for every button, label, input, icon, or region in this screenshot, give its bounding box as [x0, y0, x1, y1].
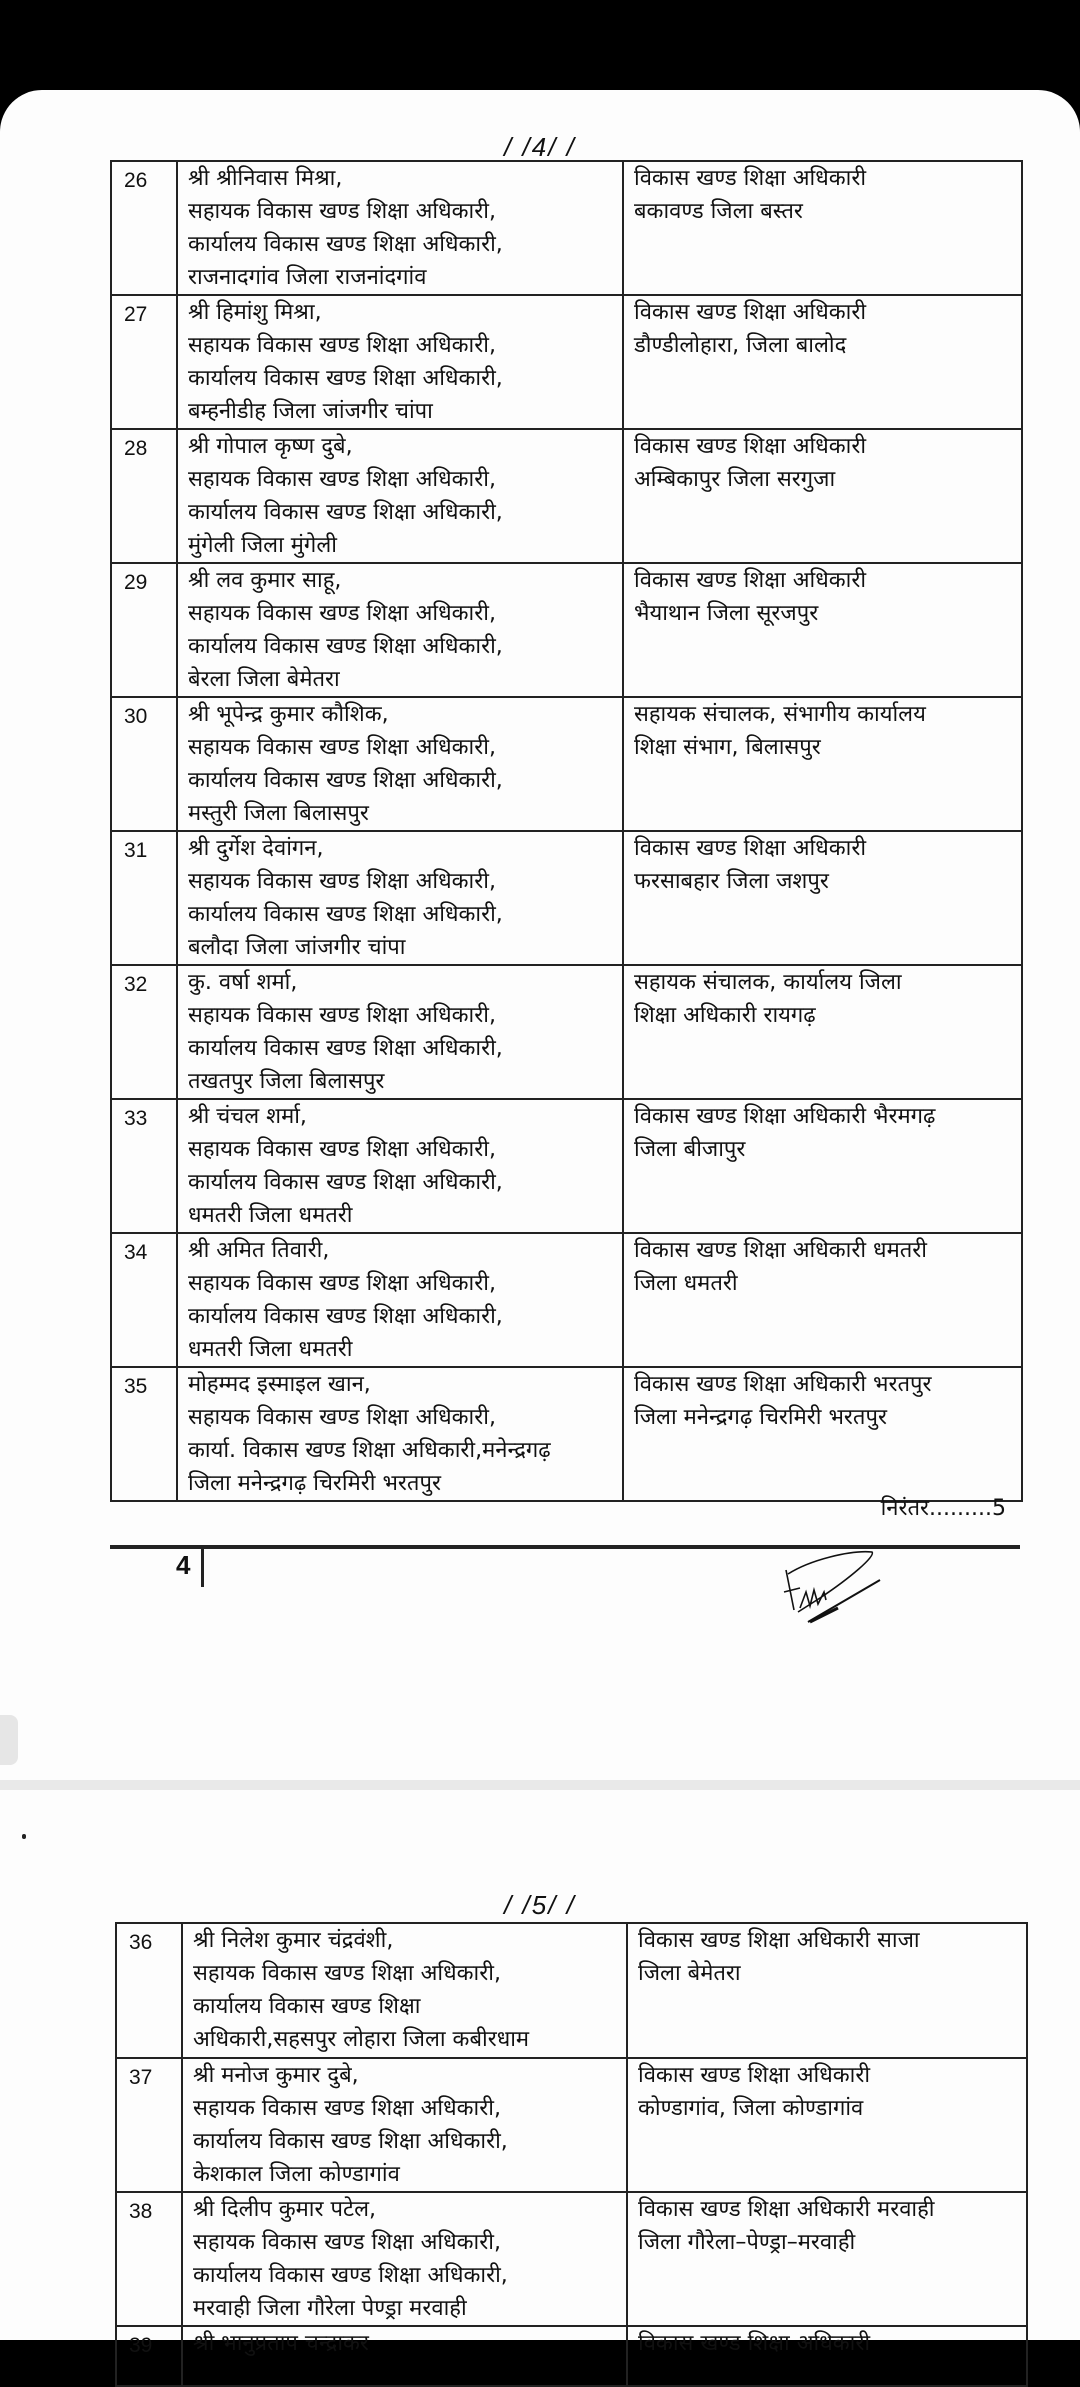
current-posting-line: बम्हनीडीह जिला जांजगीर चांपा	[188, 399, 433, 424]
current-posting-line: कार्यालय विकास खण्ड शिक्षा अधिकारी,	[188, 902, 503, 927]
page-separator	[0, 1780, 1080, 1790]
current-posting-line: सहायक विकास खण्ड शिक्षा अधिकारी,	[188, 601, 496, 626]
current-posting-line: सहायक विकास खण्ड शिक्षा अधिकारी,	[193, 2230, 501, 2255]
officer-name: श्री निलेश कुमार चंद्रवंशी,	[193, 1928, 394, 1953]
current-posting-line: सहायक विकास खण्ड शिक्षा अधिकारी,	[188, 869, 496, 894]
new-posting-line: विकास खण्ड शिक्षा अधिकारी	[634, 568, 867, 593]
serial-number: 35	[111, 1367, 177, 1501]
new-posting-line: विकास खण्ड शिक्षा अधिकारी भैरमगढ़	[634, 1104, 936, 1129]
new-posting-cell	[623, 697, 1022, 831]
new-posting-cell	[627, 2058, 1027, 2192]
serial-number: 34	[111, 1233, 177, 1367]
current-posting-cell	[177, 295, 623, 429]
current-posting-line: सहायक विकास खण्ड शिक्षा अधिकारी,	[193, 1961, 501, 1986]
new-posting-cell	[623, 1099, 1022, 1233]
footer-page-divider	[201, 1547, 204, 1587]
table-row	[111, 161, 1022, 295]
current-posting-line: मुंगेली जिला मुंगेली	[188, 533, 337, 558]
table-row	[111, 563, 1022, 697]
new-posting-line: विकास खण्ड शिक्षा अधिकारी	[634, 836, 867, 861]
new-posting-line: विकास खण्ड शिक्षा अधिकारी साजा	[638, 1928, 920, 1953]
new-posting-cell	[627, 2192, 1027, 2326]
current-posting-cell	[177, 1233, 623, 1367]
table-row	[111, 1367, 1022, 1501]
serial-number: 33	[111, 1099, 177, 1233]
current-posting-line: सहायक विकास खण्ड शिक्षा अधिकारी,	[188, 1271, 496, 1296]
serial-number: 39	[116, 2326, 182, 2386]
officer-name: श्री दिलीप कुमार पटेल,	[193, 2197, 376, 2222]
new-posting-line: विकास खण्ड शिक्षा अधिकारी भरतपुर	[634, 1372, 932, 1397]
new-posting-cell	[623, 429, 1022, 563]
new-posting-line: विकास खण्ड शिक्षा अधिकारी	[634, 300, 867, 325]
officer-name: मोहम्मद इस्माइल खान,	[188, 1372, 371, 1397]
table-row	[116, 2192, 1027, 2326]
new-posting-cell	[623, 965, 1022, 1099]
new-posting-line: बकावण्ड जिला बस्तर	[634, 199, 803, 224]
current-posting-line: धमतरी जिला धमतरी	[188, 1337, 353, 1362]
current-posting-line: कार्यालय विकास खण्ड शिक्षा अधिकारी,	[188, 768, 503, 793]
current-posting-cell	[177, 161, 623, 295]
current-posting-line: सहायक विकास खण्ड शिक्षा अधिकारी,	[188, 1137, 496, 1162]
current-posting-cell	[182, 2326, 627, 2386]
current-posting-cell	[177, 1099, 623, 1233]
new-posting-cell	[623, 161, 1022, 295]
new-posting-cell	[623, 1233, 1022, 1367]
new-posting-line: जिला गौरेला–पेण्ड्रा–मरवाही	[638, 2230, 856, 2255]
current-posting-cell	[182, 1923, 627, 2058]
table-row	[111, 295, 1022, 429]
transfer-table-page-4	[110, 160, 1023, 1502]
table-row	[116, 2058, 1027, 2192]
scroll-handle[interactable]	[0, 1715, 18, 1765]
page-5-header: / /5/ /	[504, 1890, 576, 1920]
current-posting-line: सहायक विकास खण्ड शिक्षा अधिकारी,	[188, 467, 496, 492]
current-posting-line: सहायक विकास खण्ड शिक्षा अधिकारी,	[188, 1405, 496, 1430]
new-posting-line: विकास खण्ड शिक्षा अधिकारी	[638, 2063, 871, 2088]
new-posting-line: शिक्षा संभाग, बिलासपुर	[634, 735, 821, 760]
table-row	[111, 429, 1022, 563]
current-posting-line: बेरला जिला बेमेतरा	[188, 667, 340, 692]
table-row	[111, 1099, 1022, 1233]
new-posting-cell	[623, 563, 1022, 697]
current-posting-cell	[177, 831, 623, 965]
current-posting-cell	[177, 697, 623, 831]
new-posting-cell	[627, 2326, 1027, 2386]
officer-name: श्री भानुप्रताप चन्द्राकर	[193, 2331, 369, 2356]
serial-number: 26	[111, 161, 177, 295]
current-posting-line: कार्यालय विकास खण्ड शिक्षा	[193, 1994, 421, 2019]
current-posting-line: कार्यालय विकास खण्ड शिक्षा अधिकारी,	[193, 2129, 508, 2154]
current-posting-cell	[182, 2192, 627, 2326]
current-posting-line: कार्यालय विकास खण्ड शिक्षा अधिकारी,	[188, 500, 503, 525]
new-posting-line: कोण्डागांव, जिला कोण्डागांव	[638, 2096, 864, 2121]
current-posting-line: कार्यालय विकास खण्ड शिक्षा अधिकारी,	[188, 1036, 503, 1061]
current-posting-line: सहायक विकास खण्ड शिक्षा अधिकारी,	[188, 333, 496, 358]
serial-number: 37	[116, 2058, 182, 2192]
new-posting-line: जिला बेमेतरा	[638, 1961, 741, 1986]
serial-number: 28	[111, 429, 177, 563]
transfer-table-page-5	[115, 1922, 1028, 2387]
serial-number: 31	[111, 831, 177, 965]
document-viewer	[0, 90, 1080, 2357]
current-posting-line: मस्तुरी जिला बिलासपुर	[188, 801, 369, 826]
current-posting-line: अधिकारी,सहसपुर लोहारा जिला कबीरधाम	[193, 2027, 530, 2052]
new-posting-line: फरसाबहार जिला जशपुर	[634, 869, 829, 894]
officer-name: श्री चंचल शर्मा,	[188, 1104, 307, 1129]
table-row	[111, 1233, 1022, 1367]
current-posting-line: कार्यालय विकास खण्ड शिक्षा अधिकारी,	[188, 634, 503, 659]
current-posting-cell	[182, 2058, 627, 2192]
new-posting-line: विकास खण्ड शिक्षा अधिकारी	[638, 2331, 871, 2356]
current-posting-cell	[177, 1367, 623, 1501]
scan-speck	[22, 1834, 26, 1839]
current-posting-line: कार्यालय विकास खण्ड शिक्षा अधिकारी,	[188, 232, 503, 257]
current-posting-line: धमतरी जिला धमतरी	[188, 1203, 353, 1228]
new-posting-line: जिला मनेन्द्रगढ़ चिरमिरी भरतपुर	[634, 1405, 887, 1430]
officer-name: कु. वर्षा शर्मा,	[188, 970, 298, 995]
new-posting-line: जिला बीजापुर	[634, 1137, 746, 1162]
officer-name: श्री लव कुमार साहू,	[188, 568, 342, 593]
current-posting-line: कार्यालय विकास खण्ड शिक्षा अधिकारी,	[193, 2263, 508, 2288]
current-posting-line: कार्यालय विकास खण्ड शिक्षा अधिकारी,	[188, 1170, 503, 1195]
new-posting-line: सहायक संचालक, संभागीय कार्यालय	[634, 702, 926, 727]
current-posting-line: राजनादगांव जिला राजनांदगांव	[188, 265, 427, 290]
table-row	[111, 831, 1022, 965]
current-posting-line: कार्यालय विकास खण्ड शिक्षा अधिकारी,	[188, 1304, 503, 1329]
officer-name: श्री गोपाल कृष्ण दुबे,	[188, 434, 353, 459]
new-posting-line: विकास खण्ड शिक्षा अधिकारी	[634, 166, 867, 191]
current-posting-line: जिला मनेन्द्रगढ़ चिरमिरी भरतपुर	[188, 1471, 441, 1496]
new-posting-cell	[627, 1923, 1027, 2058]
new-posting-cell	[623, 1367, 1022, 1501]
new-posting-line: डौण्डीलोहारा, जिला बालोद	[634, 333, 847, 358]
current-posting-line: सहायक विकास खण्ड शिक्षा अधिकारी,	[188, 1003, 496, 1028]
new-posting-cell	[623, 831, 1022, 965]
new-posting-cell	[623, 295, 1022, 429]
continued-note: निरंतर.........5	[880, 1496, 1006, 1521]
new-posting-line: भैयाथान जिला सूरजपुर	[634, 601, 819, 626]
current-posting-line: केशकाल जिला कोण्डागांव	[193, 2162, 400, 2187]
current-posting-cell	[177, 965, 623, 1099]
table-row	[116, 1923, 1027, 2058]
table-row	[111, 965, 1022, 1099]
signature	[780, 1550, 900, 1630]
serial-number: 32	[111, 965, 177, 1099]
officer-name: श्री श्रीनिवास मिश्रा,	[188, 166, 343, 191]
current-posting-line: सहायक विकास खण्ड शिक्षा अधिकारी,	[193, 2096, 501, 2121]
current-posting-cell	[177, 563, 623, 697]
current-posting-line: सहायक विकास खण्ड शिक्षा अधिकारी,	[188, 199, 496, 224]
current-posting-line: बलौदा जिला जांजगीर चांपा	[188, 935, 406, 960]
officer-name: श्री भूपेन्द्र कुमार कौशिक,	[188, 702, 389, 727]
officer-name: श्री दुर्गेश देवांगन,	[188, 836, 324, 861]
new-posting-line: विकास खण्ड शिक्षा अधिकारी धमतरी	[634, 1238, 927, 1263]
officer-name: श्री हिमांशु मिश्रा,	[188, 300, 322, 325]
current-posting-line: कार्या. विकास खण्ड शिक्षा अधिकारी,मनेन्द्रगढ़	[188, 1438, 551, 1463]
page-4-header: / /4/ /	[504, 132, 576, 162]
table-row	[111, 697, 1022, 831]
current-posting-line: तखतपुर जिला बिलासपुर	[188, 1069, 385, 1094]
serial-number: 29	[111, 563, 177, 697]
new-posting-line: विकास खण्ड शिक्षा अधिकारी मरवाही	[638, 2197, 935, 2222]
new-posting-line: जिला धमतरी	[634, 1271, 738, 1296]
footer-rule	[110, 1545, 1020, 1549]
current-posting-line: सहायक विकास खण्ड शिक्षा अधिकारी,	[188, 735, 496, 760]
new-posting-line: शिक्षा अधिकारी रायगढ़	[634, 1003, 816, 1028]
serial-number: 27	[111, 295, 177, 429]
officer-name: श्री अमित तिवारी,	[188, 1238, 330, 1263]
officer-name: श्री मनोज कुमार दुबे,	[193, 2063, 359, 2088]
serial-number: 30	[111, 697, 177, 831]
new-posting-line: सहायक संचालक, कार्यालय जिला	[634, 970, 902, 995]
current-posting-cell	[177, 429, 623, 563]
current-posting-line: मरवाही जिला गौरेला पेण्ड्रा मरवाही	[193, 2296, 467, 2321]
table-row	[116, 2326, 1027, 2386]
current-posting-line: कार्यालय विकास खण्ड शिक्षा अधिकारी,	[188, 366, 503, 391]
footer-page-number: 4	[176, 1550, 191, 1580]
new-posting-line: अम्बिकापुर जिला सरगुजा	[634, 467, 836, 492]
serial-number: 38	[116, 2192, 182, 2326]
serial-number: 36	[116, 1923, 182, 2058]
new-posting-line: विकास खण्ड शिक्षा अधिकारी	[634, 434, 867, 459]
